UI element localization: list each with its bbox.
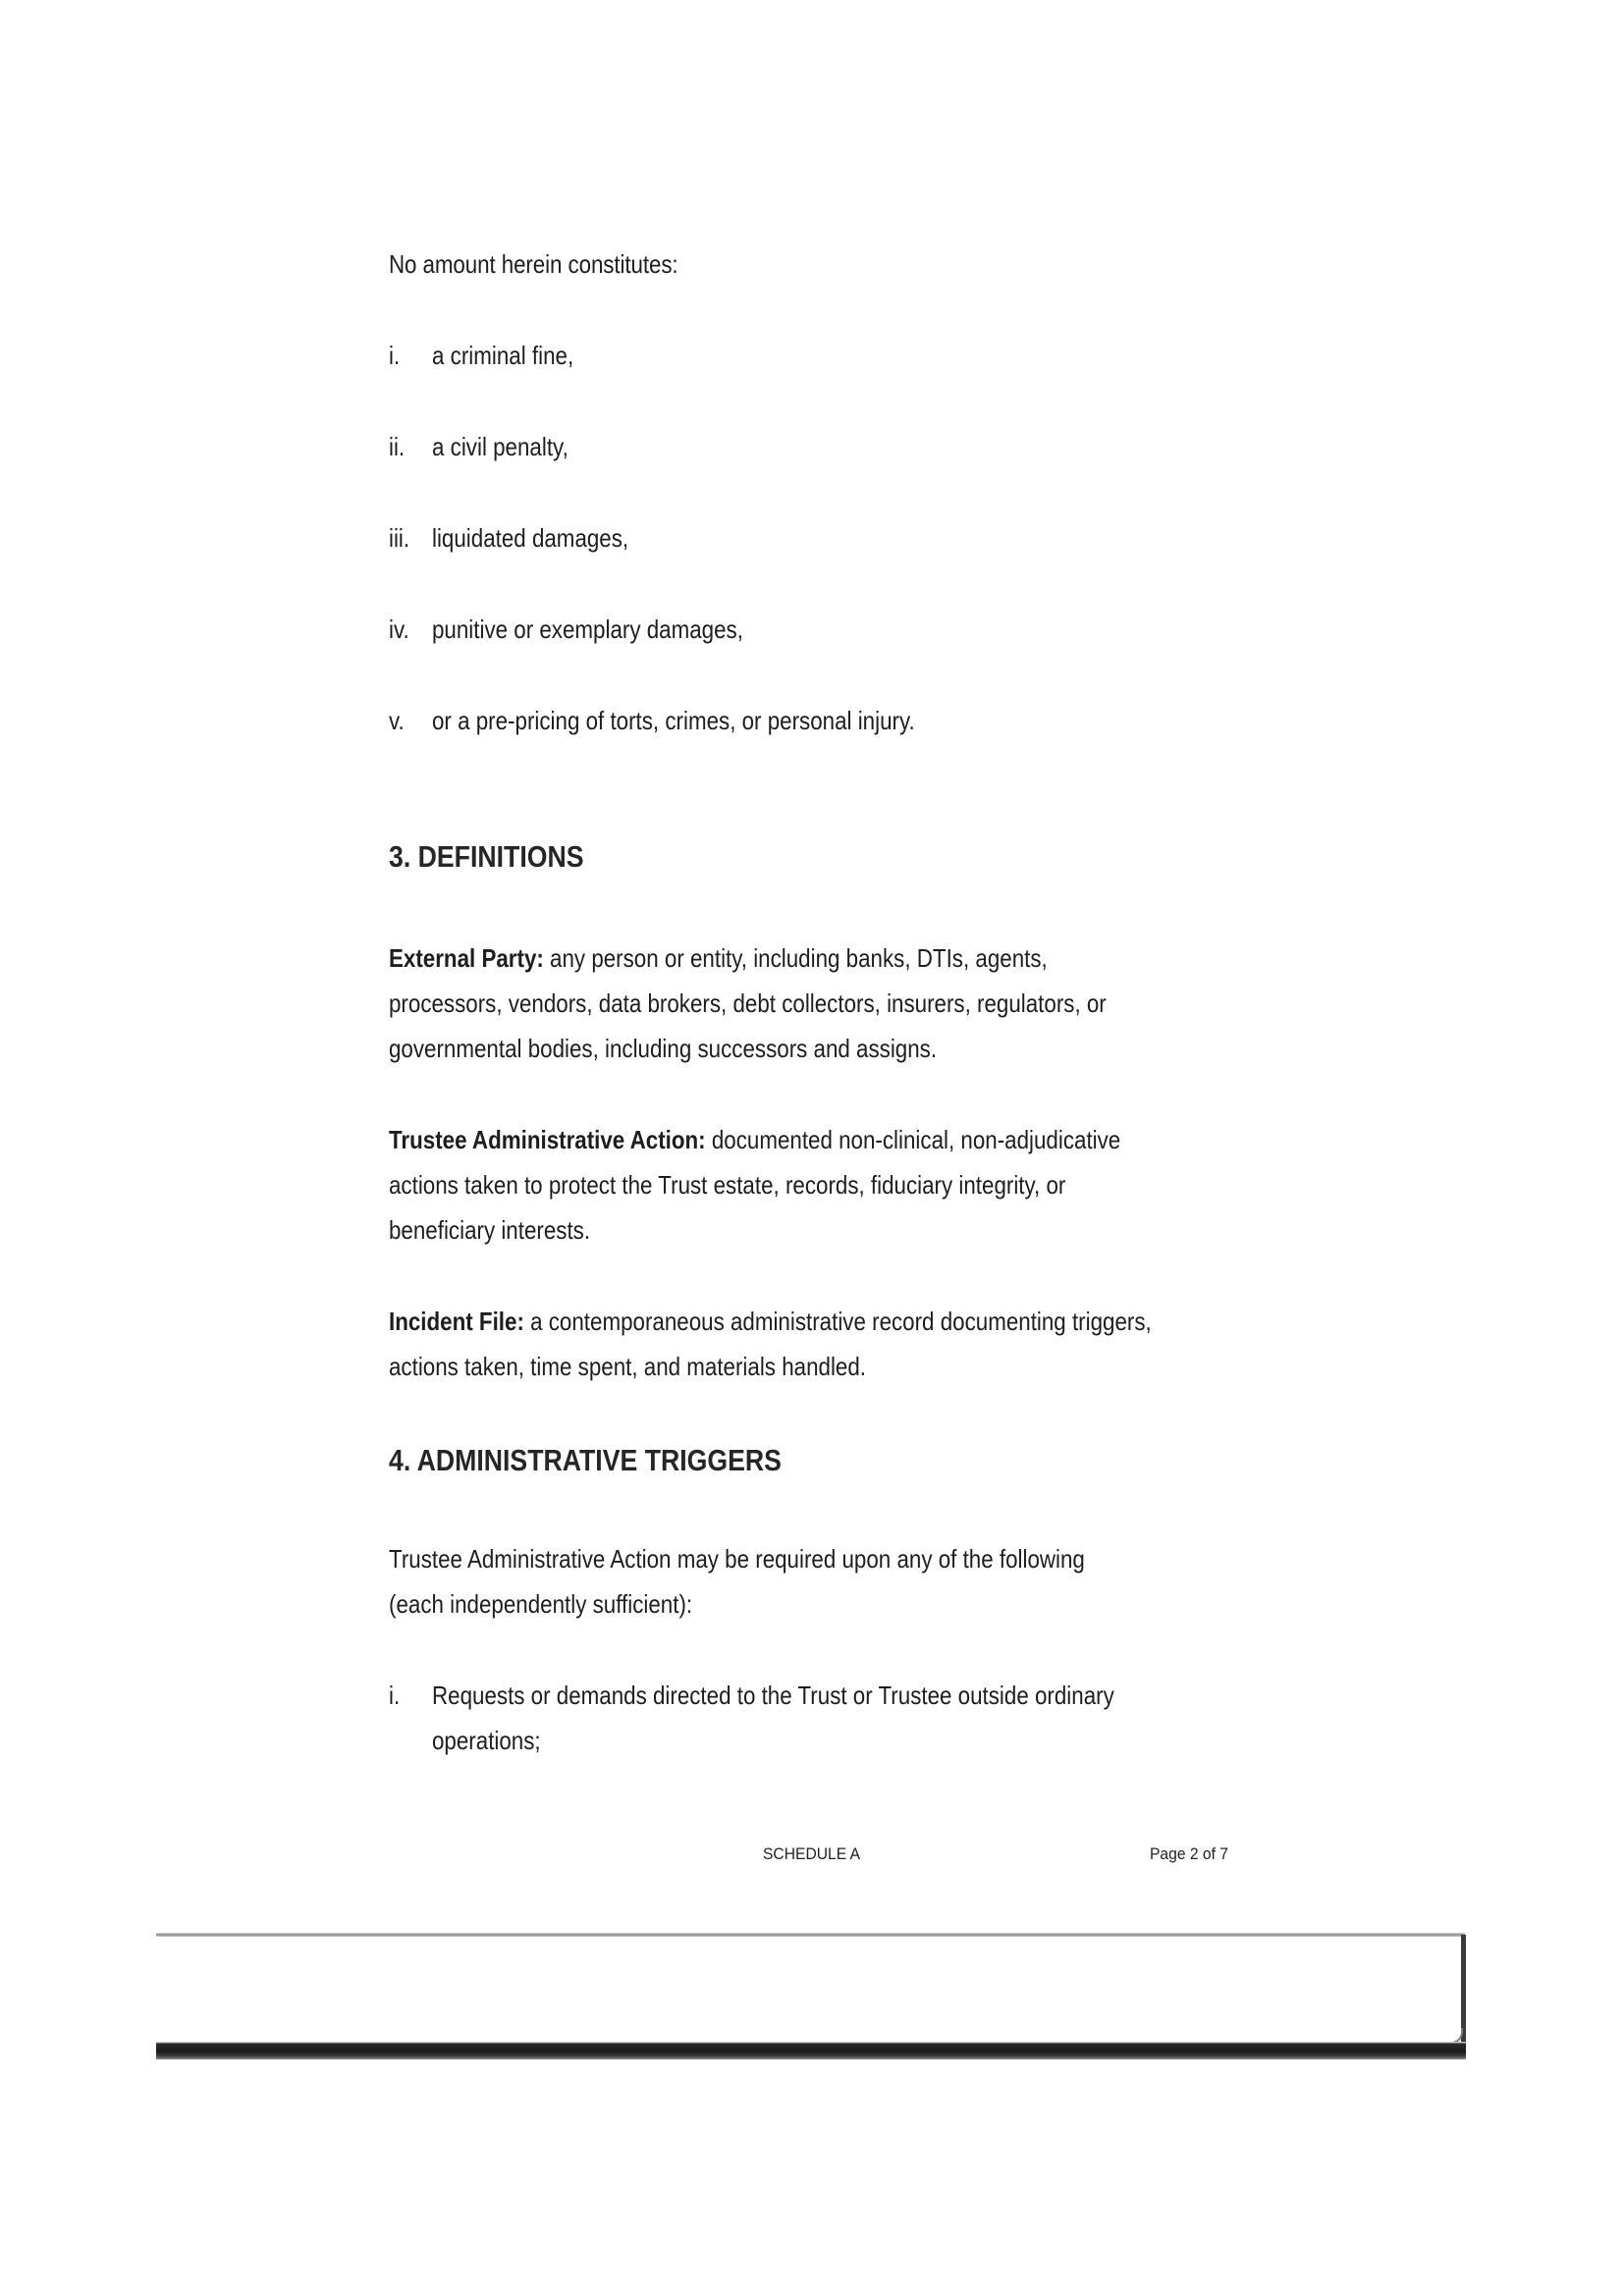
definition-line: processors, vendors, data brokers, debt collectors, insurers, regulators, or [389, 988, 1107, 1018]
definition-text: documented non-clinical, non-adjudicative [705, 1125, 1121, 1154]
section-heading-administrative-triggers: 4. ADMINISTRATIVE TRIGGERS [389, 1443, 782, 1477]
definition-line [389, 1299, 1152, 1344]
scan-edge-bar [156, 2042, 1466, 2059]
triggers-intro-line: Trustee Administrative Action may be required upon any of the following [389, 1544, 1085, 1574]
exclusion-number: iv. [389, 614, 409, 644]
definition-term: External Party: [389, 943, 544, 973]
definition-line: actions taken to protect the Trust estate, records, fiduciary integrity, or [389, 1170, 1066, 1200]
definition-term: Trustee Administrative Action: [389, 1125, 706, 1154]
trigger-number: i. [389, 1681, 401, 1710]
trigger-text [432, 1673, 1114, 1763]
exclusion-text: punitive or exemplary damages, [432, 614, 743, 644]
triggers-intro [389, 1536, 1085, 1627]
definition-line: governmental bodies, including successors and assigns. [389, 1034, 938, 1063]
section-heading-definitions: 3. DEFINITIONS [389, 839, 584, 874]
trigger-line: operations; [432, 1726, 541, 1755]
exclusions-intro: No amount herein constitutes: [389, 249, 678, 279]
definition-text: any person or entity, including banks, DTIs, agents, [543, 943, 1048, 973]
definition-trustee-administrative-action [389, 1117, 1120, 1253]
exclusion-text: liquidated damages, [432, 523, 629, 553]
triggers-intro-line: (each independently sufficient): [389, 1589, 693, 1619]
exclusion-number: v. [389, 706, 405, 735]
exclusion-number: iii. [389, 523, 410, 553]
scan-edge-right [1461, 1935, 1466, 2059]
definition-line [389, 935, 1107, 981]
footer-schedule-label: SCHEDULE A [763, 1844, 861, 1863]
definition-line: actions taken, time spent, and materials handled. [389, 1352, 866, 1381]
exclusion-text: or a pre-pricing of torts, crimes, or personal injury. [432, 706, 915, 735]
exclusion-text: a criminal fine, [432, 341, 574, 370]
definition-term: Incident File: [389, 1307, 524, 1336]
definition-line: beneficiary interests. [389, 1215, 591, 1245]
scan-edge-line [156, 1933, 1465, 1937]
footer-page-number: Page 2 of 7 [1150, 1844, 1229, 1863]
definition-incident-file [389, 1299, 1152, 1389]
definition-text: a contemporaneous administrative record documenting triggers, [523, 1307, 1152, 1336]
trigger-line: Requests or demands directed to the Trust or Trustee outside ordinary [432, 1681, 1114, 1710]
definition-external-party [389, 935, 1107, 1071]
exclusion-text: a civil penalty, [432, 432, 568, 461]
exclusion-number: i. [389, 341, 401, 370]
exclusion-number: ii. [389, 432, 406, 461]
definition-line [389, 1117, 1120, 1162]
